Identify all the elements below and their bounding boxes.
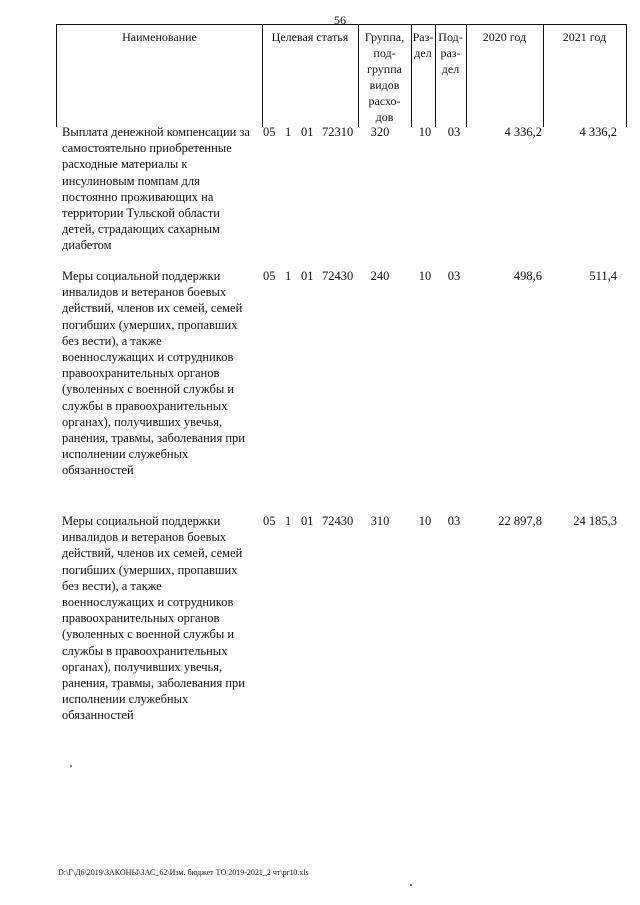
header-subsection-line: Под- [438,30,463,44]
row-name-line: диабетом [62,238,112,253]
row-name-line: самостоятельно приобретенные [62,141,232,156]
scan-speck [70,765,72,767]
row-name-line: обязанностей [62,708,134,723]
row-name-line: Выплата денежной компенсации за [62,125,250,139]
target-code-part: 1 [285,269,292,283]
header-group-line: Группа, [364,30,405,44]
row-name-line: инсулиновым помпам для [62,173,200,188]
row-name-line: правоохранительных органов [62,366,220,381]
row-name-line: ранения, травмы, заболевания при [62,431,245,446]
group-code: 320 [370,125,390,139]
header-year-2021: 2021 год [562,30,607,44]
target-code-part: 1 [285,125,292,139]
amount-2020: 22 897,8 [498,514,542,528]
row-name-line: ранения, травмы, заболевания при [62,676,245,691]
row-name-line: постоянно проживающих на [62,189,214,204]
page-number: 56 [334,13,346,27]
row-name-line: погибших (умерших, пропавших [62,317,238,332]
row-name-line: службы в правоохранительных [62,643,228,658]
table-header [56,24,627,127]
section-code: 10 [418,514,432,528]
header-name: Наименование [122,30,197,44]
row-name-line: территории Тульской области [62,206,220,221]
subsection-code: 03 [447,125,461,139]
target-code-part: 01 [301,125,314,139]
row-name-line: военнослужащих и сотрудников [62,350,234,365]
target-code-part: 01 [301,514,314,528]
group-code: 310 [370,514,390,528]
row-name-line: детей, страдающих сахарным [62,222,220,237]
row-name [62,124,262,254]
target-code-part: 72430 [322,269,354,283]
row-name-line: Меры социальной поддержки [62,269,221,283]
amount-2020: 498,6 [513,269,542,283]
target-code-part: 01 [301,269,314,283]
amount-2020: 4 336,2 [504,125,542,139]
header-subsection-line: раз- [440,46,461,60]
row-name-line: обязанностей [62,463,134,478]
amount-2021: 511,4 [589,269,617,283]
target-code-part: 05 [263,514,276,528]
row-name-line: службы в правоохранительных [62,398,228,413]
target-code-part: 05 [263,269,276,283]
header-subsection-line: дел [441,62,460,76]
header-group-line: расхо- [368,94,401,108]
row-name-line: исполнении служебных [62,447,189,462]
row-name-line: инвалидов и ветеранов боевых [62,285,227,300]
row-name [62,513,262,724]
row-name-line: военнослужащих и сотрудников [62,595,234,610]
subsection-code: 03 [447,269,461,283]
row-name-line: расходные материалы к [62,157,188,172]
row-name-line: инвалидов и ветеранов боевых [62,530,227,545]
row-name-line: органах), получивших увечья, [62,659,223,674]
row-name [62,268,262,479]
row-name-line: без вести), а также [62,333,162,348]
header-section [411,29,435,61]
header-subsection [435,29,466,77]
header-group-line: группа [367,62,402,76]
row-name-line: правоохранительных органов [62,611,220,626]
row-name-line: исполнении служебных [62,692,189,707]
header-group-line: видов [369,78,400,92]
row-name-line: (уволенных с военной службы и [62,382,235,397]
header-section-line: Раз- [412,30,434,44]
header-group-line: дов [375,110,394,124]
file-path-footer: D:\Г\Д6\2019\ЗАКОНЫ\ЗАС_62\Изм. бюджет ТО 2019-2021_2 чт\pr10.xls [58,868,309,877]
header-group-line: под- [373,46,396,60]
row-name-line: действий, членов их семей, семей [62,546,243,561]
row-name-line: без вести), а также [62,578,162,593]
target-code-part: 72310 [322,125,354,139]
target-code-part: 1 [285,514,292,528]
row-name-line: Меры социальной поддержки [62,514,221,528]
amount-2021: 24 185,3 [573,514,617,528]
amount-2021: 4 336,2 [579,125,617,139]
row-name-line: органах), получивших увечья, [62,414,223,429]
section-code: 10 [418,269,432,283]
row-name-line: действий, членов их семей, семей [62,301,243,316]
row-name-line: (уволенных с военной службы и [62,627,235,642]
target-code-part: 05 [263,125,276,139]
header-year-2020: 2020 год [482,30,527,44]
target-code-part: 72430 [322,514,354,528]
group-code: 240 [370,269,390,283]
subsection-code: 03 [447,514,461,528]
header-section-line: дел [414,46,432,60]
row-name-line: погибших (умерших, пропавших [62,562,238,577]
header-group [358,29,411,125]
scan-speck [410,884,412,886]
section-code: 10 [418,125,432,139]
header-target: Целевая статья [271,30,349,44]
